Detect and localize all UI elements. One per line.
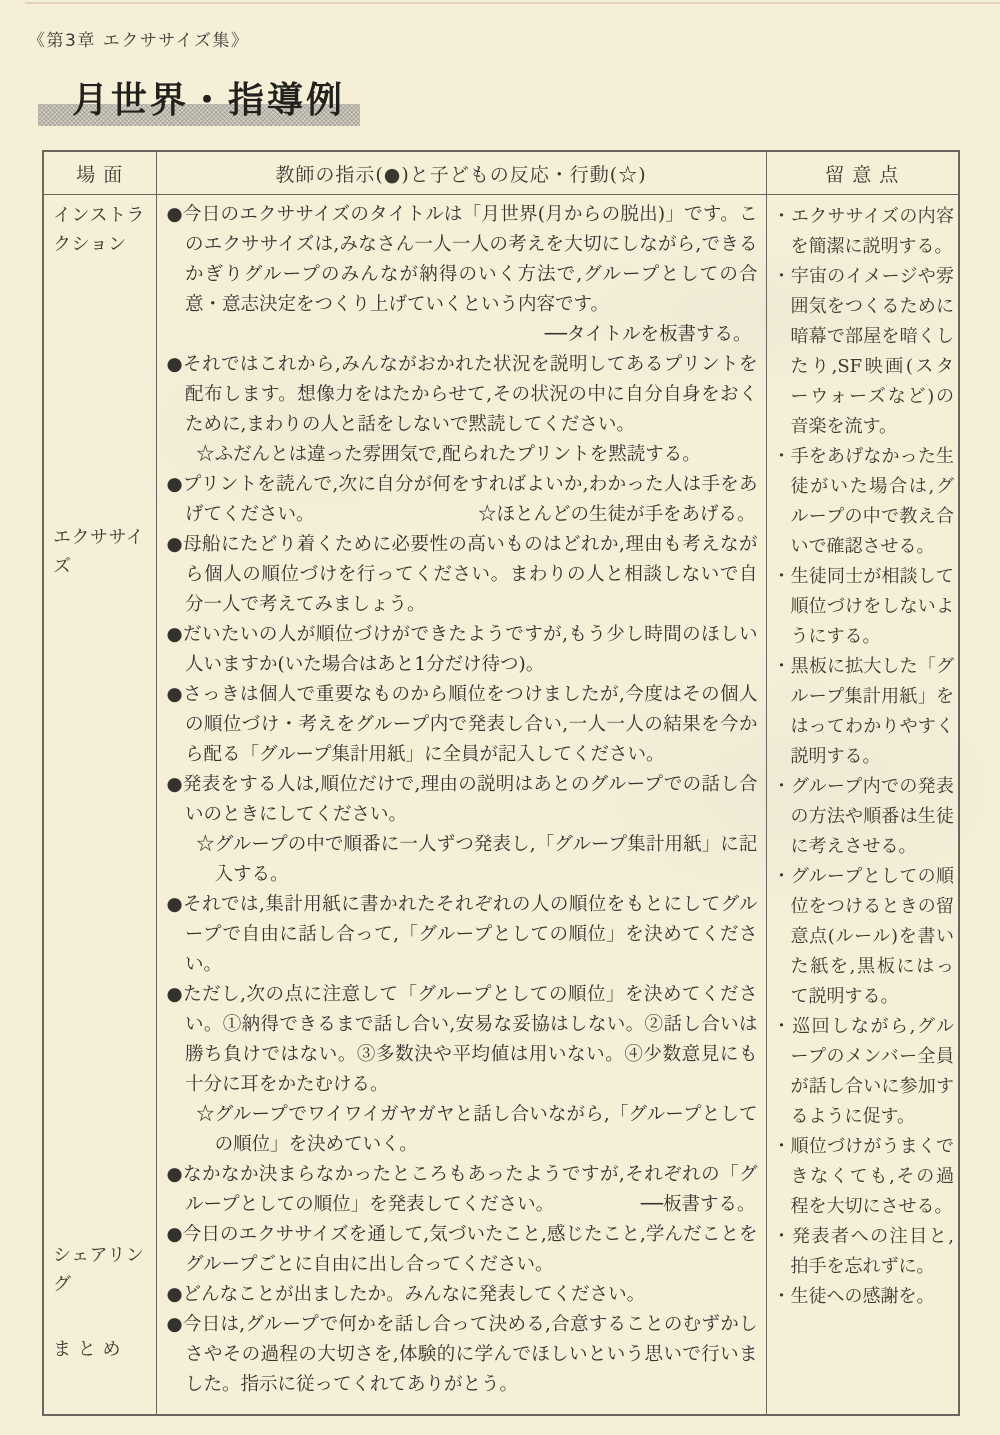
note-item: ・グループ内での発表の方法や順番は生徒に考えさせる。 bbox=[772, 776, 954, 857]
chapter-header: 《第3章 エクササイズ集》 bbox=[28, 31, 250, 51]
lesson-plan-table bbox=[42, 150, 960, 1416]
teacher-instruction: ●今日のエクササイズを通して,気づいたこと,感じたこと,学んだことをグループごとに自由に出し合ってください。 bbox=[166, 1224, 758, 1275]
student-reaction: ☆ふだんとは違った雰囲気で,配られたプリントを黙読する。 bbox=[196, 444, 701, 465]
teacher-instruction: ●母船にたどり着くために必要性の高いものはどれか,理由も考えながら個人の順位づけを行ってください。まわりの人と相談しないで自分一人で考えてみましょう。 bbox=[166, 534, 758, 615]
table-header-row bbox=[43, 151, 959, 195]
note-item: ・順位づけがうまくできなくても,その過程を大切にさせる。 bbox=[772, 1136, 954, 1217]
header-scene: 場 面 bbox=[43, 151, 156, 195]
teacher-instruction: ●それでは,集計用紙に書かれたそれぞれの人の順位をもとにしてグループで自由に話し合って,「グループとしての順位」を決めてください。 bbox=[166, 894, 758, 975]
note-item: ・エクササイズの内容を簡潔に説明する。 bbox=[772, 206, 954, 257]
scene-label-exercise: エクササイズ bbox=[53, 527, 145, 577]
scene-label-summary: ま と め bbox=[53, 1339, 121, 1360]
teacher-instruction: ●ただし,次の点に注意して「グループとしての順位」を決めてください。①納得できるまで話し合い,安易な妥協はしない。②話し合いは勝ち負けではない。③多数決や平均値は用いない。④少数意見にも十分に耳をかたむける。 bbox=[166, 984, 758, 1095]
note-item: ・発表者への注目と,拍手を忘れずに。 bbox=[772, 1226, 954, 1277]
scene-column bbox=[43, 195, 156, 1415]
header-instructions: 教師の指示(●)と子どもの反応・行動(☆) bbox=[156, 151, 766, 195]
teacher-instruction: ●さっきは個人で重要なものから順位をつけましたが,今度はその個人の順位づけ・考えをグループ内で発表し合い,一人一人の結果を今から配る「グループ集計用紙」に全員が記入してください。 bbox=[166, 684, 758, 765]
teacher-instruction: ●プリントを読んで,次に自分が何をすればよいか,わかった人は手をあげてください。 ☆ほとんどの生徒が手をあげる。 bbox=[167, 470, 758, 530]
notes-column bbox=[766, 195, 959, 1415]
note-item: ・手をあげなかった生徒がいた場合は,グループの中で教え合いで確認させる。 bbox=[772, 446, 954, 557]
scene-label-instruction: インストラクション bbox=[53, 205, 145, 255]
title-block bbox=[38, 72, 438, 132]
note-item: ・黒板に拡大した「グループ集計用紙」をはってわかりやすく説明する。 bbox=[772, 656, 954, 767]
inline-annotation: ──板書する。 bbox=[640, 1194, 756, 1215]
scan-edge-artifact bbox=[25, 2, 1000, 4]
teacher-instruction: ●なかなか決まらなかったところもあったようですが,それぞれの「グループとしての順位」を発表してください。 ──板書する。 bbox=[167, 1160, 758, 1220]
scene-label-sharing: シェアリング bbox=[53, 1245, 145, 1295]
note-item: ・生徒への感謝を。 bbox=[772, 1286, 935, 1307]
notes-list bbox=[773, 202, 955, 1312]
page-title: 月世界・指導例 bbox=[72, 79, 346, 121]
student-reaction: ☆グループの中で順番に一人ずつ発表し,「グループ集計用紙」に記入する。 bbox=[196, 834, 758, 885]
note-item: ・宇宙のイメージや雰囲気をつくるために暗幕で部屋を暗くしたり,SF映画(スターウォーズなど)の音楽を流す。 bbox=[772, 266, 954, 437]
instructions-column bbox=[156, 195, 766, 1415]
board-note: ──タイトルを板書する。 bbox=[544, 324, 752, 345]
table-body-row bbox=[43, 195, 959, 1415]
note-item: ・グループとしての順位をつけるときの留意点(ルール)を書いた紙を,黒板にはって説明する。 bbox=[772, 866, 954, 1007]
teacher-instruction: ●どんなことが出ましたか。みんなに発表してください。 bbox=[166, 1284, 646, 1305]
note-item: ・生徒同士が相談して順位づけをしないようにする。 bbox=[772, 566, 954, 647]
note-item: ・巡回しながら,グループのメンバー全員が話し合いに参加するように促す。 bbox=[772, 1016, 954, 1127]
header-notes: 留 意 点 bbox=[766, 151, 959, 195]
teacher-instruction: ●それではこれから,みんながおかれた状況を説明してあるプリントを配布します。想像力をはたからせて,その状況の中に自分自身をおくために,まわりの人と話をしないで黙読してください。 bbox=[166, 354, 758, 435]
inline-annotation: ☆ほとんどの生徒が手をあげる。 bbox=[477, 504, 756, 525]
teacher-instruction: ●今日は,グループで何かを話し合って決める,合意することのむずかしさやその過程の大切さを,体験的に学んでほしいという思いで行いました。指示に従ってくれてありがとう。 bbox=[166, 1314, 758, 1395]
teacher-instruction: ●今日のエクササイズのタイトルは「月世界(月からの脱出)」です。このエクササイズは,みなさん一人一人の考えを大切にしながら,できるかぎりグループのみんなが納得のいく方法で,グループとしての合意・意志決定をつくり上げていくという内容です。 bbox=[166, 204, 758, 315]
teacher-instruction: ●発表をする人は,順位だけで,理由の説明はあとのグループでの話し合いのときにしてください。 bbox=[166, 774, 758, 825]
teacher-instruction: ●だいたいの人が順位づけができたようですが,もう少し時間のほしい人いますか(いた場合はあと1分だけ待つ)。 bbox=[166, 624, 758, 675]
student-reaction: ☆グループでワイワイガヤガヤと話し合いながら,「グループとしての順位」を決めていく。 bbox=[196, 1104, 758, 1155]
instructions-list bbox=[167, 200, 758, 1400]
